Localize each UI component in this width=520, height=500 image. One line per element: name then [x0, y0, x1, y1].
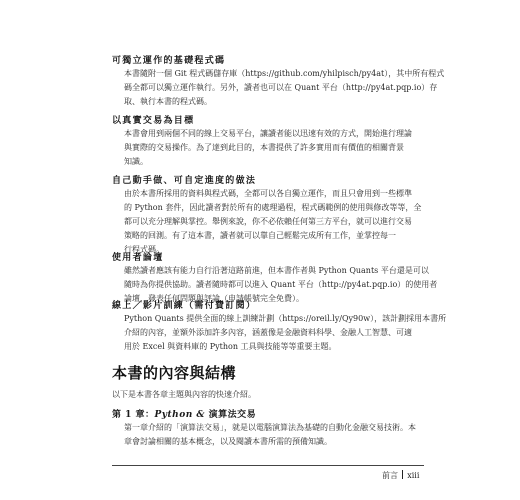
chapter-paragraph: [124, 421, 418, 449]
paragraph-line: 本書隨附一個 Git 程式碼儲存庫（https://github.com/yhilpisch/py4at），其中所有程式: [124, 69, 445, 78]
section-heading: 線上／影片訓練（需付費訂閱）: [112, 301, 257, 311]
paragraph-line: 策略的回測。有了這本書，讀者就可以靠自己輕鬆完成所有工作，並掌控每一: [124, 231, 396, 240]
section-paragraph: [124, 187, 422, 257]
intro-text: 以下是本書各章主題與內容的快速介紹。: [112, 390, 256, 399]
paragraph-line: Python Quants 提供全面的線上訓練計劃（https://oreil.ly/Qy90w），該計劃採用本書所: [124, 314, 447, 323]
footer-rule: [112, 465, 424, 466]
section-heading: 可獨立運作的基礎程式碼: [112, 56, 226, 66]
page-title: 本書的內容與結構: [112, 364, 237, 382]
paragraph-line: 碼全都可以獨立運作執行。另外，讀者也可以在 Quant 平台（http://py4at.pqp.io）存: [124, 83, 438, 92]
footer-divider: [402, 470, 403, 479]
paragraph-line: 取、執行本書的程式碼。: [124, 97, 212, 106]
section-heading: 使用者論壇: [112, 253, 164, 263]
paragraph-line: 本書會用到兩個不同的線上交易平台，讓讀者能以迅速有效的方式，開始進行理論: [124, 129, 412, 138]
paragraph-line: 用於 Excel 與資料庫的 Python 工具與技能等等重要主題。: [124, 342, 337, 351]
section-paragraph: [124, 67, 445, 109]
page-number: xiii: [407, 471, 420, 480]
paragraph-line: 雖然讀者應該有能力自行沿著這路前進，但本書作者與 Python Quants 平台還是可以: [124, 266, 429, 275]
paragraph-line: 隨時為你提供協助。讀者隨時都可以進入 Quant 平台（http://py4at.pqp.io）的使用者: [124, 280, 438, 289]
page-footer: [382, 470, 419, 481]
paragraph-line: 由於本書所採用的資料與程式碼，全都可以各自獨立運作，而且只會用到一些標準: [124, 189, 412, 198]
section-paragraph: [124, 127, 418, 169]
section-paragraph: [124, 312, 447, 354]
chapter-title: 演算法交易: [208, 410, 257, 420]
section-heading: 以真實交易為目標: [112, 116, 195, 126]
paragraph-line: 行程式碼。: [124, 245, 164, 254]
paragraph-line: 章會討論相關的基本概念，以及閱讀本書所需的預備知識。: [124, 437, 332, 446]
section-heading: 自己動手做、可自定進度的做法: [112, 176, 257, 186]
paragraph-line: 論壇，發表任何問題與評論（申請帳號完全免費）。: [124, 294, 304, 303]
paragraph-line: 知識。: [124, 157, 148, 166]
footer-label: 前言: [382, 471, 398, 480]
paragraph-line: 的 Python 套件，因此讀者對於所有的處理過程，程式碼範例的使用與修改等等，全: [124, 203, 422, 212]
paragraph-line: 介紹的內容，並額外添加許多內容，涵蓋像是金融資料科學、金融人工智慧、可適: [124, 328, 412, 337]
chapter-label: 第 1 章：: [112, 410, 155, 420]
chapter-heading: [112, 407, 256, 420]
paragraph-line: 都可以充分理解與掌控。舉例來說，你不必依賴任何第三方平台，就可以進行交易: [124, 217, 412, 226]
paragraph-line: 第一章介紹的「演算法交易」，就是以電腦演算法為基礎的自動化金融交易技術。本: [124, 423, 416, 432]
chapter-title-italic: Python &: [154, 410, 209, 420]
paragraph-line: 與實際的交易操作。為了達到此目的，本書提供了許多實用而有價值的相關背景: [124, 143, 404, 152]
